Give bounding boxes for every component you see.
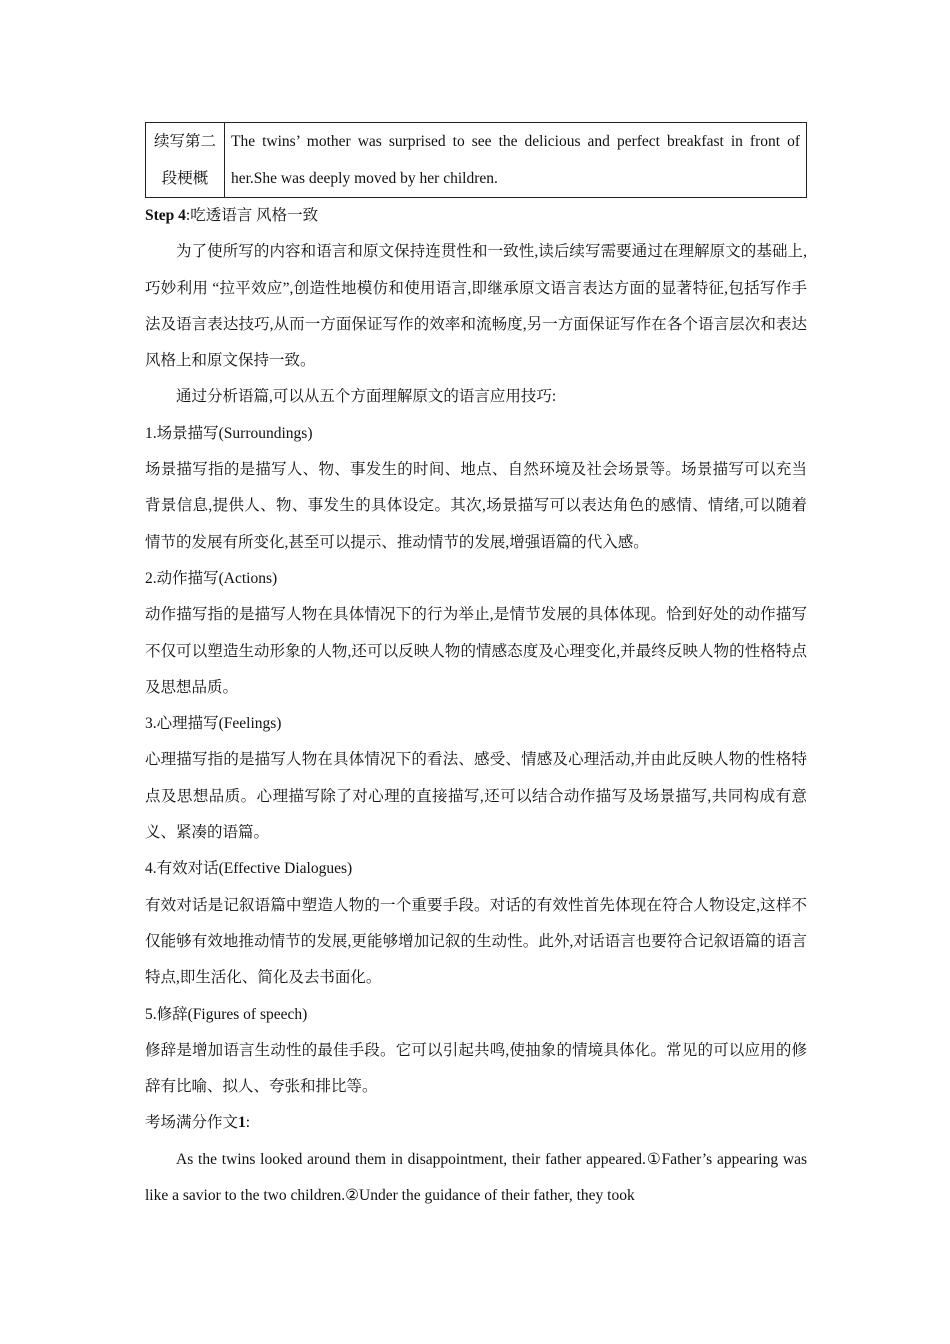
essay-heading [145, 1105, 807, 1141]
section-text-actions: 动作描写指的是描写人物在具体情况下的行为举止,是情节发展的具体体现。恰到好处的动作描写不仅可以塑造生动形象的人物,还可以反映人物的情感态度及心理变化,并最终反映人物的性格特点及思想品质。 [145, 606, 807, 696]
section-text-surroundings: 场景描写指的是描写人、物、事发生的时间、地点、自然环境及社会场景等。场景描写可以充当背景信息,提供人、物、事发生的具体设定。其次,场景描写可以表达角色的感情、情绪,可以随着情节的发展有所变化,甚至可以提示、推动情节的发展,增强语篇的代入感。 [145, 461, 807, 551]
summary-text: The twins’ mother was surprised to see the delicious and perfect breakfast in front of her.She was deeply moved by her children. [225, 123, 807, 198]
summary-table [145, 122, 807, 198]
section-heading-feelings: 3.心理描写(Feelings) [145, 715, 282, 733]
section-text-figures: 修辞是增加语言生动性的最佳手段。它可以引起共鸣,使抽象的情境具体化。常见的可以应用的修辞有比喻、拟人、夸张和排比等。 [145, 1041, 807, 1096]
step4-heading [145, 198, 807, 234]
step4-label: Step 4 [145, 207, 186, 224]
essay-number: 1 [238, 1114, 246, 1132]
essay-text: As the twins looked around them in disappointment, their father appeared.①Father’s appearing was like a savior to the two children.②Under the guidance of their father, they took [145, 1150, 807, 1205]
section-heading-surroundings: 1.场景描写(Surroundings) [145, 424, 313, 442]
essay-colon: : [245, 1114, 251, 1132]
section-text-feelings: 心理描写指的是描写人物在具体情况下的看法、感受、情感及心理活动,并由此反映人物的性格特点及思想品质。心理描写除了对心理的直接描写,还可以结合动作描写及场景描写,共同构成有意义、紧凑的语篇。 [145, 751, 807, 842]
analysis-paragraph: 通过分析语篇,可以从五个方面理解原文的语言应用技巧: [176, 388, 557, 406]
section-text-dialogues: 有效对话是记叙语篇中塑造人物的一个重要手段。对话的有效性首先体现在符合人物设定,这样不仅能够有效地推动情节的发展,更能够增加记叙的生动性。此外,对话语言也要符合记叙语篇的语言特点,即生活化、简化及去书面化。 [145, 896, 807, 987]
document-page [145, 122, 807, 1214]
section-heading-actions: 2.动作描写(Actions) [145, 569, 278, 587]
summary-label: 续写第二段梗概 [146, 123, 225, 198]
essay-title: 考场满分作文 [145, 1114, 239, 1132]
step4-title: :吃透语言 风格一致 [185, 207, 319, 224]
intro-paragraph: 为了使所写的内容和语言和原文保持连贯性和一致性,读后续写需要通过在理解原文的基础上,巧妙利用 “拉平效应”,创造性地模仿和使用语言,即继承原文语言表达方面的显著特征,包括写作手法及语言表达技巧,从而一方面保证写作的效率和流畅度,另一方面保证写作在各个语言层次和表达风格上和原文保持一致。 [145, 243, 807, 370]
section-heading-figures: 5.修辞(Figures of speech) [145, 1005, 308, 1023]
section-heading-dialogues: 4.有效对话(Effective Dialogues) [145, 860, 353, 878]
